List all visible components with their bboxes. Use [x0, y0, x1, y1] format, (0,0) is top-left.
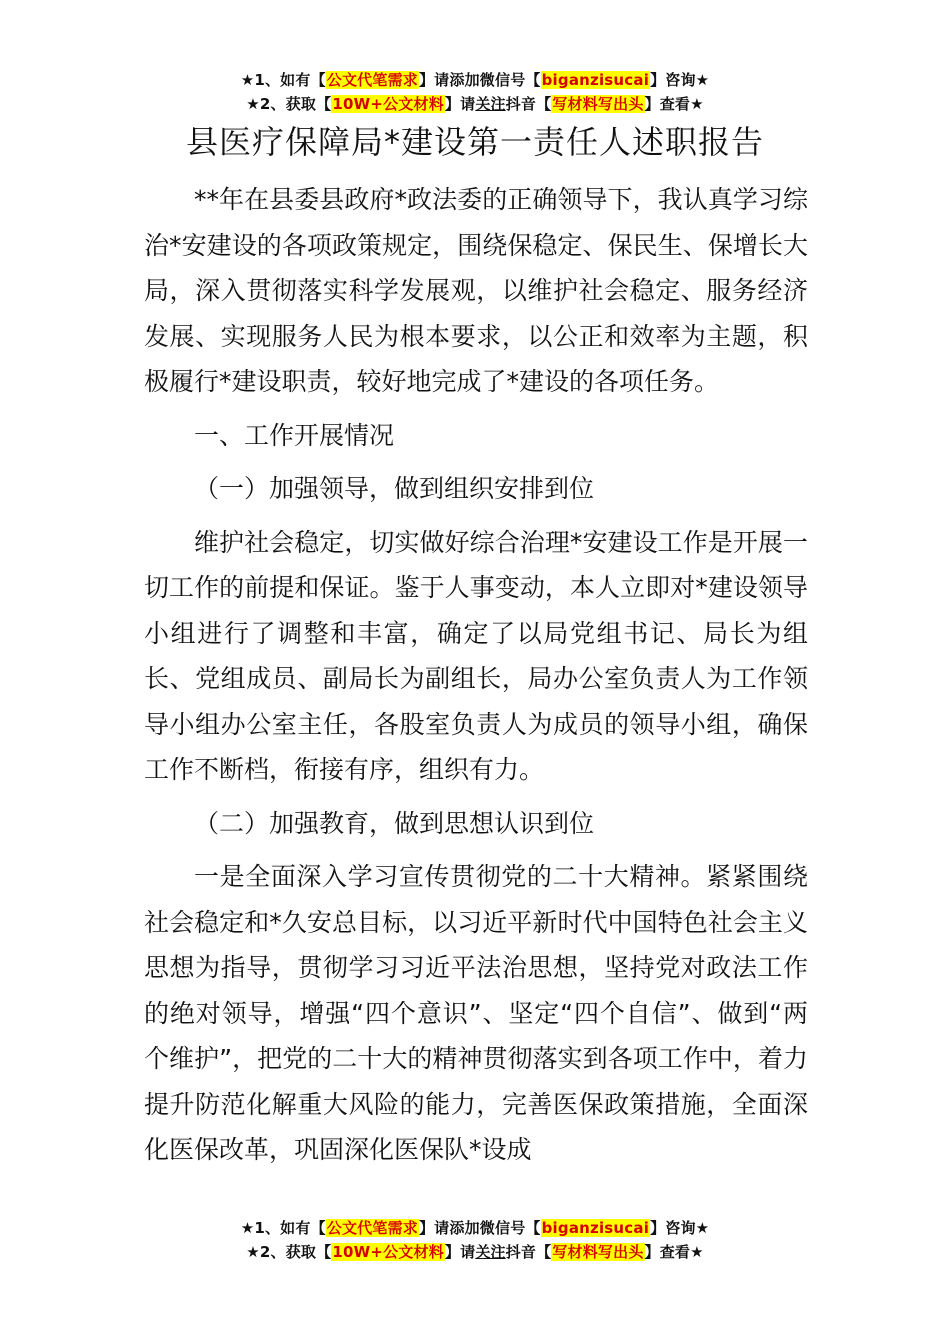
banner-text: 加 [464, 71, 480, 89]
banner-text: 】查看★ [644, 1243, 704, 1261]
banner-text: 】请添 [418, 1219, 465, 1237]
banner-text: 】请 [444, 95, 476, 113]
banner-text: 关注 [475, 95, 506, 113]
banner-text: 微信号【 [479, 71, 541, 89]
section-heading: 一、工作开展情况 [194, 420, 395, 450]
banner-highlight: 10W+公文材料 [332, 1243, 444, 1261]
banner-highlight: biganzisucai [541, 71, 650, 89]
banner-highlight: 10W+公文材料 [332, 95, 444, 113]
banner-highlight: 写材料写出头 [552, 95, 644, 113]
banner-text: 】查看★ [644, 95, 704, 113]
banner-text: 】咨询★ [650, 1219, 710, 1237]
banner-text: 】请 [444, 1243, 476, 1261]
banner-line-1 [0, 68, 950, 92]
banner-text: 微信号【 [479, 1219, 541, 1237]
banner-line-1 [0, 1216, 950, 1240]
banner-highlight: biganzisucai [541, 1219, 650, 1237]
banner-highlight: 公文代笔需求 [326, 1219, 418, 1237]
banner-text: ★2、获取【 [246, 1243, 332, 1261]
banner-text: 关注 [475, 1243, 506, 1261]
banner-text: 抖音【 [505, 95, 552, 113]
subsection-heading: （二）加强教育，做到思想认识到位 [194, 808, 595, 838]
paragraph: **年在县委县政府*政法委的正确领导下，我认真学习综治*安建设的各项政策规定，围绕保稳定、保民生、保增长大局，深入贯彻落实科学发展观，以维护社会稳定、服务经济发展、实现服务人民为根本要求，以公正和效率为主题，积极履行*建设职责，较好地完成了*建设的各项任务。 [144, 185, 808, 396]
banner-highlight: 公文代笔需求 [326, 71, 418, 89]
footer-banner [0, 1216, 950, 1264]
banner-highlight: 写材料写出头 [552, 1243, 644, 1261]
banner-text: ★2、获取【 [246, 95, 332, 113]
banner-text: 】咨询★ [650, 71, 710, 89]
paragraph: 一是全面深入学习宣传贯彻党的二十大精神。紧紧围绕社会稳定和*久安总目标，以习近平新时代中国特色社会主义思想为指导，贯彻学习习近平法治思想，坚持党对政法工作的绝对领导，增强“四个意识”、坚定“四个自信”、做到“两个维护”，把党的二十大的精神贯彻落实到各项工作中，着力提升防范化解重大风险的能力，完善医保政策措施，全面深化医保改革，巩固深化医保队*设成 [144, 862, 808, 1164]
banner-text: ★1、如有【 [240, 71, 326, 89]
subsection-heading: （一）加强领导，做到组织安排到位 [194, 474, 595, 503]
banner-line-2 [0, 92, 950, 116]
banner-text: 】请添 [418, 71, 465, 89]
banner-text: 抖音【 [505, 1243, 552, 1261]
header-banner [0, 68, 950, 116]
paragraph: 维护社会稳定，切实做好综合治理*安建设工作是开展一切工作的前提和保证。鉴于人事变动，本人立即对*建设领导小组进行了调整和丰富，确定了以局党组书记、局长为组长、党组成员、副局长为副组长，局办公室负责人为工作领导小组办公室主任，各股室负责人为成员的领导小组，确保工作不断档，衔接有序，组织有力。 [144, 527, 808, 784]
banner-line-2 [0, 1240, 950, 1264]
banner-text: ★1、如有【 [240, 1219, 326, 1237]
document-body [144, 177, 808, 1173]
document-title: 县医疗保障局*建设第一责任人述职报告 [185, 123, 764, 161]
banner-text: 加 [464, 1219, 480, 1237]
